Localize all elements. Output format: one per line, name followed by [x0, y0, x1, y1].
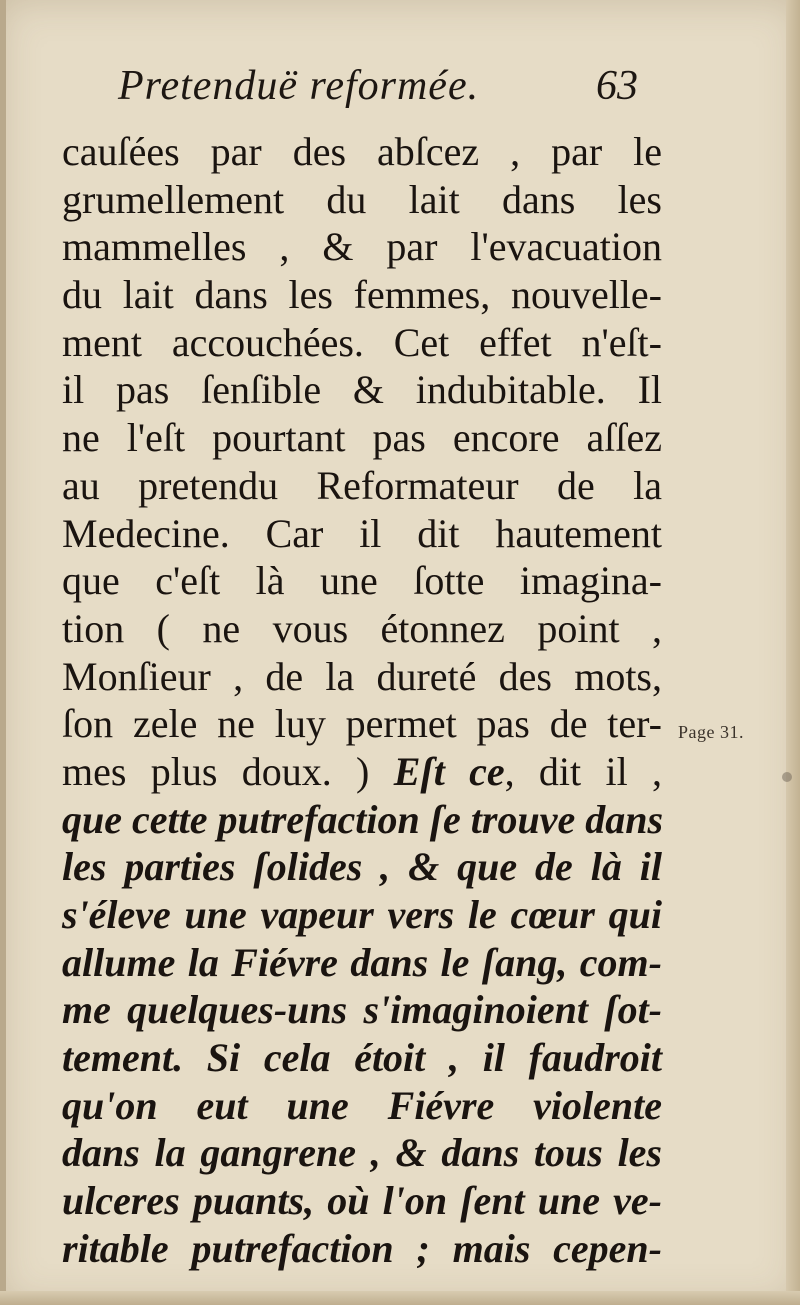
- running-title: Pretenduë reformée.: [118, 63, 480, 109]
- text-line: ne l'eſt pourtant pas encore aſſez: [62, 415, 662, 461]
- running-head: [118, 62, 658, 122]
- text-line: qu'on eut une Fiévre violente: [62, 1082, 662, 1128]
- text-line: s'éleve une vapeur vers le cœur qui: [62, 892, 662, 937]
- text-line: tion ( ne vous étonnez point ,: [62, 605, 662, 651]
- text-line: grumellement du lait dans les: [62, 176, 662, 222]
- text-line: cauſées par des abſcez , par le: [62, 129, 662, 174]
- text-line: me quelques-uns s'imaginoient ſot-: [62, 987, 662, 1033]
- text-line: il pas ſenſible & indubitable. Il: [62, 367, 662, 413]
- text-line: allume la Fiévre dans le ſang, com-: [62, 939, 662, 985]
- text-line: Medecine. Car il dit hautement: [62, 510, 662, 556]
- text-line: [62, 748, 662, 796]
- text-run: , dit il ,: [504, 748, 663, 794]
- text-line: ritable putrefaction ; mais cepen-: [62, 1225, 662, 1271]
- text-line: dans la gangrene , & dans tous les: [62, 1130, 662, 1176]
- text-line: au pretendu Reformateur de la: [62, 462, 662, 508]
- text-line: les parties ſolides , & que de là il: [62, 844, 662, 890]
- page-number: 63: [596, 63, 638, 109]
- text-line: Monſieur , de la dureté des mots,: [62, 653, 662, 699]
- text-line: ment accouchées. Cet effet n'eſt-: [62, 319, 662, 365]
- text-run: mes plus doux. ): [62, 748, 394, 794]
- text-line: que cette putrefaction ſe trouve dans: [62, 796, 664, 842]
- text-run: Eſt ce: [393, 748, 505, 794]
- text-line: ſon zele ne luy permet pas de ter-: [62, 701, 662, 747]
- margin-note: Page 31.: [678, 722, 744, 742]
- text-line: ulceres puants, où l'on ſent une ve-: [62, 1178, 662, 1224]
- page-left-edge: [0, 0, 6, 1305]
- text-line: que c'eſt là une ſotte imagina-: [62, 558, 662, 604]
- page-bottom-edge: [0, 1291, 800, 1305]
- page-right-edge: [786, 0, 800, 1305]
- text-line: du lait dans les femmes, nouvelle-: [62, 272, 662, 318]
- ink-speck: [782, 772, 792, 782]
- text-line: mammelles , & par l'evacuation: [62, 224, 662, 270]
- body-text: [62, 128, 662, 1273]
- text-line: tement. Si cela étoit , il faudroit: [62, 1035, 662, 1081]
